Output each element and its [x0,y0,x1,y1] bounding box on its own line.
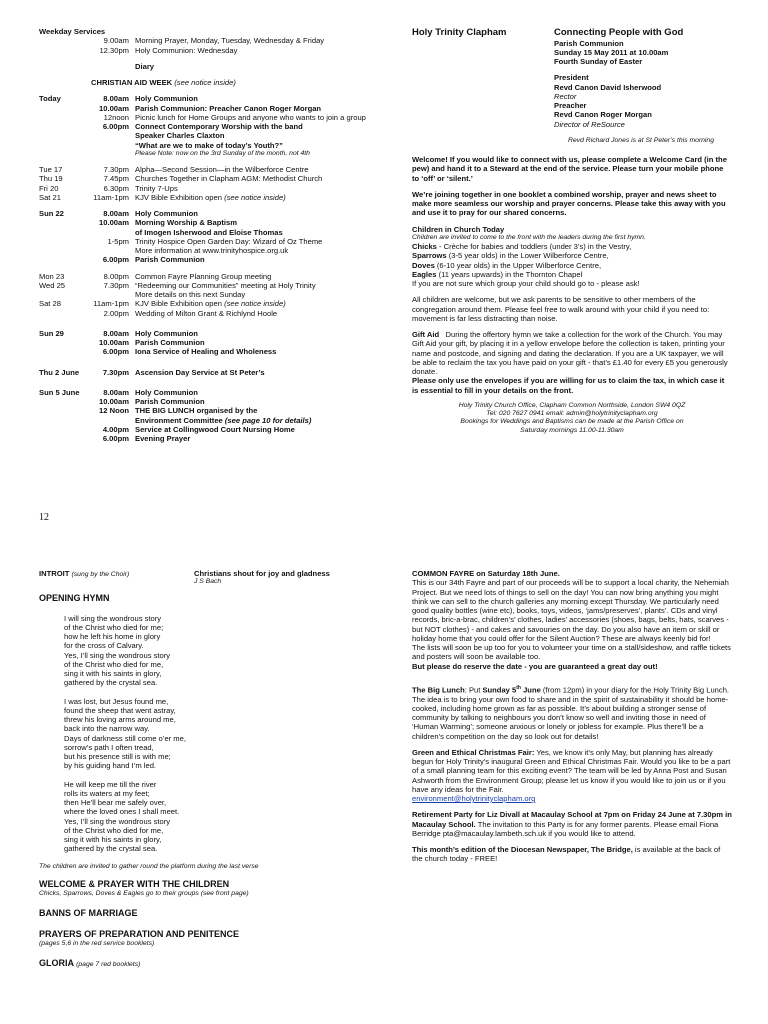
diary-row: Sun 5 June 8.00am Holy Communion [39,387,198,397]
introit-heading: INTROIT (sung by the Choir) [39,569,130,578]
page-number: 12 [39,512,49,523]
banns-heading: BANNS OF MARRIAGE [39,908,138,919]
diary-row: 10.00am Parish Communion [99,338,205,348]
weekday-row: 9.00am Morning Prayer, Monday, Tuesday, Wednesday & Friday [103,36,325,46]
prayers-heading: PRAYERS OF PREPARATION AND PENITENCE [39,929,240,939]
children-gather-note: The children are invited to gather round the platform during the last verse [39,862,259,870]
diary-row: 6.00pm Evening Prayer [102,434,191,444]
group-item: Doves (6-10 year olds) in the Upper Wilberforce Centre, [412,260,602,270]
diary-heading: Diary [135,61,154,71]
hymn-heading: OPENING HYMN [39,592,110,603]
diary-row: Sun 29 8.00am Holy Communion [39,328,198,338]
president-name: Revd Canon David Isherwood [554,82,662,92]
diary-row: 6.00pm Connect Contemporary Worship with the band [102,122,303,131]
president-role: Rector [554,91,577,101]
diary-row: Tue 17 7.30pm Alpha—Second Session—in the Wilberforce Centre [39,165,309,175]
bridge-notice: This month’s edition of the Diocesan Newspaper, The Bridge, is available at the back of the church today - FREE! [412,845,721,864]
diary-row: Fri 20 6.30pm Trinity 7-Ups [39,183,178,193]
preacher-label: Preacher [554,101,587,111]
diary-row-detail: of Imogen Isherwood and Eloise Thomas [135,227,283,237]
diary-row: Mon 23 8.00pm Common Fayre Planning Group meeting [39,271,272,281]
diary-row: 10.00am Morning Worship & Baptism [99,218,237,228]
fayre-text: This is our 34th Fayre and part of our proceeds will be to support a local charity, the Nehemiah Project. But we need lots of things to sell on the day! You can now bring anything you might think we can sell to the church galleries any morning except Thursday. We particularly need good quality bottles (wine etc), books, toys, videos, ‘jams/preserves’, plants’. CDs and vinyl records, bric-a-brac, children’s’ clothes, ladies’ accessories (shoes, bags, belts, hats, scarves - but NOT clothes) - and cakes and savouries on the day. Do you also have an item or skill or holiday home that you could offer for the Silent Auction? These are always keenly bid for! [412,578,729,643]
office-line: Tel: 020 7627 0941 email: admin@holytrinityclapham.org [486,410,658,418]
group-item: Eagles (11 years upwards) in the Thornton Chapel [412,269,583,279]
cover-panel [412,27,732,517]
church-name: Holy Trinity Clapham [412,27,507,38]
welcome-text: Welcome! If you would like to connect with us, please complete a Welcome Card (in the pew) and hand it to a Steward at the end of the service. Please turn your mobile phone to ‘off’ or ‘silent.’ [412,155,727,183]
introit-composer: J S Bach [194,578,222,586]
prayers-note: (pages 5,6 in the red service booklets) [39,939,155,947]
fayre-heading: COMMON FAYRE on Saturday 18th June. [412,569,560,578]
introit-title: Christians shout for joy and gladness [194,569,330,578]
order-panel [39,569,374,1024]
hymn-stanza: He will keep me till the river rolls its waters at my feet; then He’ll bear me safely over, where the loved ones I shall meet. Yes, I’ll sing the wondrous story of the Christ who died for me, sing it with his saints in glory, gathered by the crystal sea. [64,779,180,854]
diary-row: 10.00am Parish Communion: Preacher Canon Roger Morgan [99,103,322,113]
gloria-heading: GLORIA (page 7 red booklets) [39,958,141,969]
diary-row: Sat 28 11am-1pm KJV Bible Exhibition open (see notice inside) [39,299,286,309]
weekday-row: 12.30pm Holy Communion: Wednesday [99,45,238,55]
diary-row: Thu 19 7.45pm Churches Together in Clapham AGM: Methodist Church [39,174,323,184]
retirement-notice: Retirement Party for Liz Divall at Macaulay School at 7pm on Friday 24 June at 7.30pm in Macaulay School. The invitation to this Party is for any former parents. Please email Fiona Berridge pta@macaulay.lambeth.sch.uk if you would like to attend. [412,810,732,838]
diary-row: 12 Noon THE BIG LUNCH organised by the [99,406,258,416]
diary-row: 10.00am Parish Communion [99,397,205,407]
clergy-note: Revd Richard Jones is at St Peter’s this morning [568,136,714,144]
welcome-prayer-heading: WELCOME & PRAYER WITH THE CHILDREN [39,878,230,889]
diary-row: 6.00pm Parish Communion [102,255,205,265]
booklet-text: We’re joining together in one booklet a combined worship, prayer and news sheet to make more seamless our worship and prayer concerns. Please take this away with you and use it to pray for our shared concerns. [412,189,726,218]
office-line: Saturday mornings 11.00-11.30am [520,426,624,434]
diary-row-detail: More information at www.trinityhospice.org.uk [135,246,289,256]
diary-row: 4.00pm Service at Collingwood Court Nursing Home [102,424,295,434]
preacher-name: Revd Canon Roger Morgan [554,110,652,120]
all-children-text: All children are welcome, but we ask parents to be sensitive to other members of the congregation around them. Please feel free to walk around with your child if you need to: movement is far less distracting than noise. [412,295,710,323]
weekday-heading: Weekday Services [39,27,106,36]
children-unsure: If you are not sure which group your child should go to - please ask! [412,279,640,289]
christmas-fair-notice: Green and Ethical Christmas Fair: Yes, we know it’s only May, but planning has already begun for Holy Trinity’s inaugural Green and Ethical Christmas Fair. Would you like to be a part of a small planning team for this exciting event? The team will be led by Anna Post and Susan Ashworth from the Environment Group; please let us know if you would like to join us or if you have any ideas for the Fair. [412,747,731,794]
diary-row: Today 8.00am Holy Communion [39,94,198,104]
church-motto: Connecting People with God [554,27,684,38]
diary-row: Sat 21 11am-1pm KJV Bible Exhibition open (see notice inside) [39,192,286,202]
group-item: Sparrows (3-5 year olds) in the Lower Wilberforce Centre, [412,251,609,261]
diary-row: 2.00pm Wedding of Milton Grant & Richlynd Hoole [103,308,278,318]
children-heading: Children in Church Today [412,224,505,234]
hymn-stanza: I was lost, but Jesus found me, found the sheep that went astray, threw his loving arms around me, back into the narrow way. Days of darkness still come o’er me, sorrow’s path I often tread, but his presence still is with me; by his guiding hand I’m led. [64,696,186,771]
notices-panel [412,569,732,969]
diary-row-detail: More details on this next Sunday [135,290,246,300]
diary-panel [39,27,369,507]
children-intro: Children are invited to come to the front with the leaders during the first hymn. [412,233,646,241]
diary-row-note: Please Note: now on the 3rd Sunday of the month, not 4th [135,149,310,157]
service-name: Parish Communion [554,38,624,48]
diary-row: Thu 2 June 7.30pm Ascension Day Service at St Peter’s [39,367,265,377]
diary-row-detail: Environment Committee (see page 10 for details) [135,415,312,425]
service-date: Sunday 15 May 2011 at 10.00am [554,47,669,57]
president-label: President [554,73,589,83]
hymn-text [39,614,374,854]
diary-row: Sun 22 8.00am Holy Communion [39,209,198,219]
diary-row: 1-5pm Trinity Hospice Open Garden Day: Wizard of Oz Theme [107,236,323,246]
hymn-stanza: I will sing the wondrous story of the Christ who died for me; how he left his home in glory for the cross of Calvary. Yes, I’ll sing the wondrous story of the Christ who died for me, sing it with his saints in glory, gathered by the crystal sea. [64,613,171,688]
fayre-bold: But please do reserve the date - you are guaranteed a great day out! [412,661,658,671]
diary-row-detail: “What are we to make of today’s Youth?” [135,140,283,150]
welcome-prayer-note: Chicks, Sparrows, Doves & Eagles go to their groups (see front page) [39,889,249,897]
diary-row: 6.00pm Iona Service of Healing and Wholeness [102,347,277,357]
gift-aid-bold: Please only use the envelopes if you are willing for us to claim the tax, in which case it is essential to fill in your details on the front. [412,376,725,395]
big-lunch-notice: The Big Lunch: Put Sunday 5th June (from 12pm) in your diary for the Holy Trinity Big Lunch. The idea is to bring your own food to share and in the spirit of sustainability it should be home-cooked, including home grown as far as possible. It’s about building a stronger sense of community by talking to neighbours you don’t know so well and inviting those in need of ‘Human Warming’; someone anxious or lonely or jobless for example. Plus there’ll be a children’s competition on the day so look out for details! [412,684,730,741]
fayre-text-2: The lists will soon be up too for you to volunteer your time on a stall/sideshow, and raffle tickets and posters will soon be available too. [412,643,731,662]
christian-aid-heading: CHRISTIAN AID WEEK (see notice inside) [91,78,236,87]
environment-email-link[interactable]: environment@holytrinityclapham.org [412,794,536,804]
office-line: Holy Trinity Church Office, Clapham Common Northside, London SW4 0QZ [458,401,686,409]
group-item: Chicks - Crèche for babies and toddlers (under 3’s) in the Vestry, [412,242,632,252]
diary-row: 12noon Picnic lunch for Home Groups and anyone who wants to join a group [103,112,366,122]
diary-row-detail: Speaker Charles Claxton [135,131,225,141]
gift-aid-text: Gift Aid During the offertory hymn we take a collection for the work of the Church. You may Gift Aid your gift, by placing it in a yellow envelope before the collection is taken, printing your name and postcode, and signing and dating the declaration. If you are a UK taxpayer, we will be able to reclaim the tax you have paid on your gift - that’s £1.40 for every £5 you generously donate. [412,330,728,377]
preacher-role: Director of ReSource [554,119,625,129]
diary-row: Wed 25 7.30pm “Redeeming our Communities” meeting at Holy Trinity [39,280,316,290]
office-line: Bookings for Weddings and Baptisms can be made at the Parish Office on [460,418,684,426]
service-season: Fourth Sunday of Easter [554,57,643,67]
